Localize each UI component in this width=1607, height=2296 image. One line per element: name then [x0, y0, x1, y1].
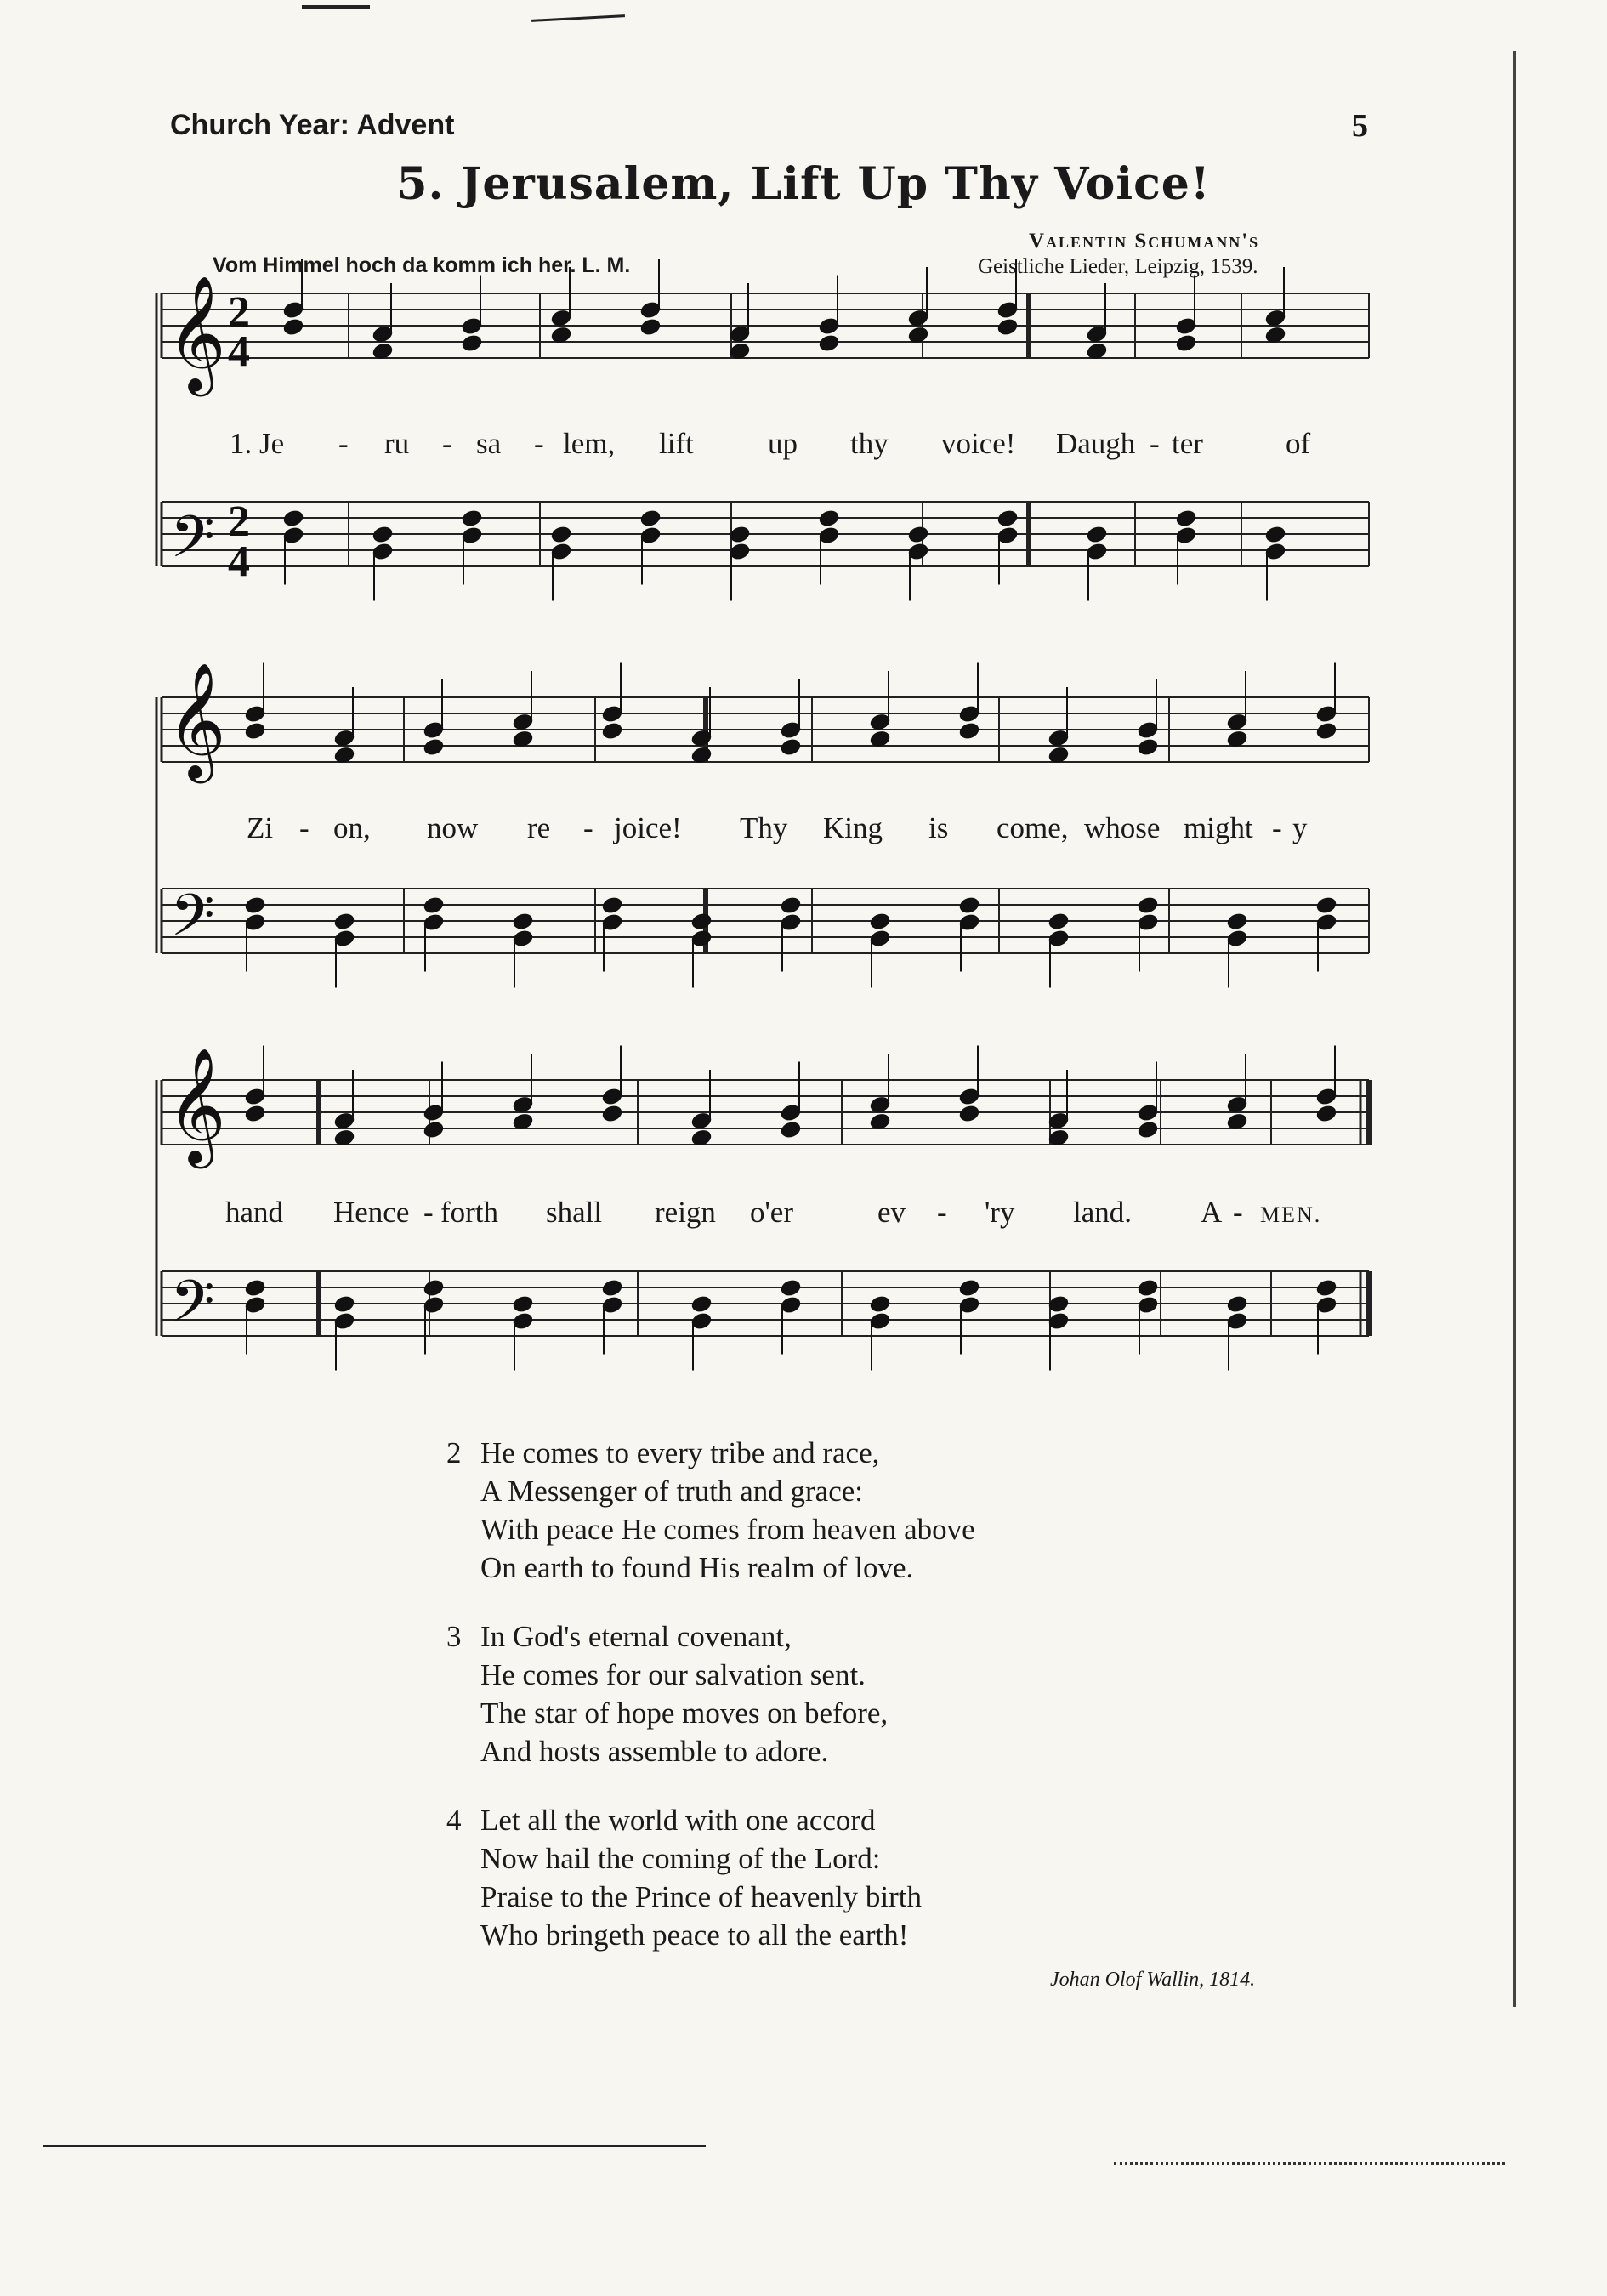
note-head-bass: [550, 525, 572, 544]
note-head-bass: [333, 912, 355, 931]
note-head-treble: [958, 721, 980, 741]
note-head-treble: [423, 1120, 445, 1139]
note-head-bass: [282, 509, 304, 528]
note-head-bass: [423, 1278, 445, 1298]
note-head-treble: [461, 333, 483, 353]
note-head-bass: [461, 509, 483, 528]
note-head-bass: [1137, 895, 1159, 915]
stanza-line: With peace He comes from heaven above: [480, 1513, 975, 1546]
note-head-bass: [512, 1294, 534, 1314]
stanza-number: 4: [446, 1804, 462, 1837]
note-head-bass: [333, 1294, 355, 1314]
lyric-2-14: -: [1272, 811, 1282, 844]
lyric-1-6: -: [534, 427, 544, 460]
lyric-3-6: reign: [655, 1196, 716, 1229]
note-head-treble: [282, 317, 304, 337]
lyric-2-5: re: [527, 811, 551, 844]
note-head-bass: [423, 895, 445, 915]
lyric-1-12: Daugh: [1056, 427, 1136, 460]
lyric-1-10: thy: [850, 427, 889, 460]
time-sig-bottom-bass: 4: [228, 537, 250, 586]
bass-clef-1: 𝄢: [170, 504, 215, 585]
lyric-1-4: -: [442, 427, 452, 460]
lyric-1-8: lift: [659, 427, 694, 460]
page-number: 5: [1352, 108, 1368, 144]
note-head-treble: [958, 1104, 980, 1123]
note-head-treble: [639, 317, 662, 337]
lyric-3-1: hand: [225, 1196, 284, 1229]
note-head-bass: [869, 1294, 891, 1314]
hymn-author: Johan Olof Wallin, 1814.: [1050, 1969, 1256, 1991]
lyric-2-4: now: [427, 811, 479, 844]
stanza-number: 2: [446, 1436, 462, 1469]
note-head-treble: [1315, 721, 1337, 741]
lyric-1-15: of: [1286, 427, 1311, 460]
treble-clef-3: 𝄞: [167, 1046, 226, 1163]
stanza-line: And hosts assemble to adore.: [480, 1735, 829, 1768]
treble-clef-2: 𝄞: [167, 661, 226, 778]
lyric-3-14: MEN.: [1260, 1202, 1322, 1227]
note-head-treble: [1137, 737, 1159, 757]
note-head-treble: [780, 737, 802, 757]
lyric-1-11: voice!: [941, 427, 1016, 460]
lyric-3-5: shall: [546, 1196, 603, 1229]
note-head-bass: [512, 912, 534, 931]
lyric-2-15: y: [1292, 811, 1308, 844]
lyric-1-2: -: [338, 427, 349, 460]
note-head-bass: [997, 509, 1019, 528]
lyric-3-12: A: [1201, 1196, 1223, 1229]
note-head-bass: [601, 895, 623, 915]
stanza-line: Let all the world with one accord: [480, 1804, 876, 1837]
note-head-treble: [1137, 1120, 1159, 1139]
lyric-2-9: King: [823, 811, 883, 844]
note-head-bass: [1137, 1278, 1159, 1298]
lyric-1-1: 1. Je: [230, 427, 285, 460]
lyric-1-14: ter: [1172, 427, 1203, 460]
note-head-bass: [780, 895, 802, 915]
lyric-2-7: joice!: [614, 811, 682, 844]
note-head-treble: [244, 721, 266, 741]
note-head-treble: [780, 1120, 802, 1139]
lyric-3-8: ev: [877, 1196, 906, 1229]
lyric-1-13: -: [1150, 427, 1160, 460]
time-sig-bottom-treble: 4: [228, 327, 250, 376]
note-head-bass: [690, 912, 713, 931]
stanza-line: Now hail the coming of the Lord:: [480, 1842, 881, 1875]
note-head-treble: [1175, 333, 1197, 353]
lyric-2-6: -: [583, 811, 593, 844]
note-head-bass: [780, 1278, 802, 1298]
note-head-treble: [244, 1104, 266, 1123]
composer-line-1: Valentin Schumann's: [1029, 230, 1260, 253]
stanza-line: He comes for our salvation sent.: [480, 1658, 866, 1691]
lyric-2-1: Zi: [247, 811, 274, 844]
note-head-bass: [958, 1278, 980, 1298]
lyric-1-3: ru: [384, 427, 410, 460]
note-head-treble: [818, 333, 840, 353]
note-head-bass: [1315, 1278, 1337, 1298]
note-head-bass: [1264, 525, 1286, 544]
note-head-bass: [1086, 525, 1108, 544]
note-head-bass: [1315, 895, 1337, 915]
composer-line-2: Geistliche Lieder, Leipzig, 1539.: [978, 255, 1258, 278]
lyric-3-11: land.: [1073, 1196, 1133, 1229]
note-head-bass: [958, 895, 980, 915]
time-sig-top-bass: 2: [228, 497, 250, 546]
stanza-line: In God's eternal covenant,: [480, 1620, 792, 1653]
lyric-3-7: o'er: [750, 1196, 793, 1229]
lyric-1-9: up: [768, 427, 798, 460]
lyric-3-9: -: [937, 1196, 947, 1229]
lyric-3-3: -: [423, 1196, 434, 1229]
treble-clef-1: 𝄞: [167, 274, 226, 391]
tune-name: Vom Himmel hoch da komm ich her. L. M.: [213, 253, 631, 277]
stanza-number: 3: [446, 1620, 462, 1653]
lyric-3-13: -: [1233, 1196, 1243, 1229]
stanza-line: A Messenger of truth and grace:: [480, 1475, 863, 1508]
note-head-treble: [1315, 1104, 1337, 1123]
note-head-bass: [601, 1278, 623, 1298]
note-head-bass: [1226, 912, 1248, 931]
lyric-1-7: lem,: [563, 427, 616, 460]
stanza-line: Who bringeth peace to all the earth!: [480, 1918, 909, 1952]
lyric-2-13: might: [1184, 811, 1253, 844]
lyric-2-2: -: [299, 811, 309, 844]
lyric-1-5: sa: [476, 427, 502, 460]
note-head-bass: [690, 1294, 713, 1314]
note-head-bass: [639, 509, 662, 528]
stanza-line: On earth to found His realm of love.: [480, 1551, 914, 1584]
note-head-treble: [423, 737, 445, 757]
bass-clef-3: 𝄢: [170, 1269, 215, 1350]
bass-clef-2: 𝄢: [170, 883, 215, 963]
lyric-2-10: is: [928, 811, 949, 844]
note-head-bass: [1048, 912, 1070, 931]
stanza-line: Praise to the Prince of heavenly birth: [480, 1880, 923, 1913]
stanza-3: [446, 1617, 888, 1770]
note-head-treble: [997, 317, 1019, 337]
stanza-line: He comes to every tribe and race,: [480, 1436, 880, 1469]
note-head-bass: [1226, 1294, 1248, 1314]
note-head-bass: [818, 509, 840, 528]
stanza-4: [446, 1801, 922, 1954]
note-head-bass: [372, 525, 394, 544]
lyric-2-11: come,: [997, 811, 1069, 844]
note-head-treble: [601, 721, 623, 741]
note-head-bass: [907, 525, 929, 544]
note-head-treble: [601, 1104, 623, 1123]
section-header: Church Year: Advent: [170, 109, 455, 141]
note-head-bass: [244, 895, 266, 915]
lyric-3-4: forth: [440, 1196, 499, 1229]
lyric-2-3: on,: [333, 811, 371, 844]
hymn-title: 5. Jerusalem, Lift Up Thy Voice!: [396, 158, 1211, 210]
stanza-2: [446, 1434, 975, 1587]
lyric-2-8: Thy: [740, 811, 788, 844]
time-sig-top-treble: 2: [228, 288, 250, 337]
lyric-2-12: whose: [1084, 811, 1161, 844]
lyric-3-10: 'ry: [985, 1196, 1015, 1229]
note-head-bass: [244, 1278, 266, 1298]
stanza-line: The star of hope moves on before,: [480, 1696, 889, 1730]
lyric-3-2: Hence: [333, 1196, 410, 1229]
note-head-bass: [869, 912, 891, 931]
note-head-bass: [1175, 509, 1197, 528]
